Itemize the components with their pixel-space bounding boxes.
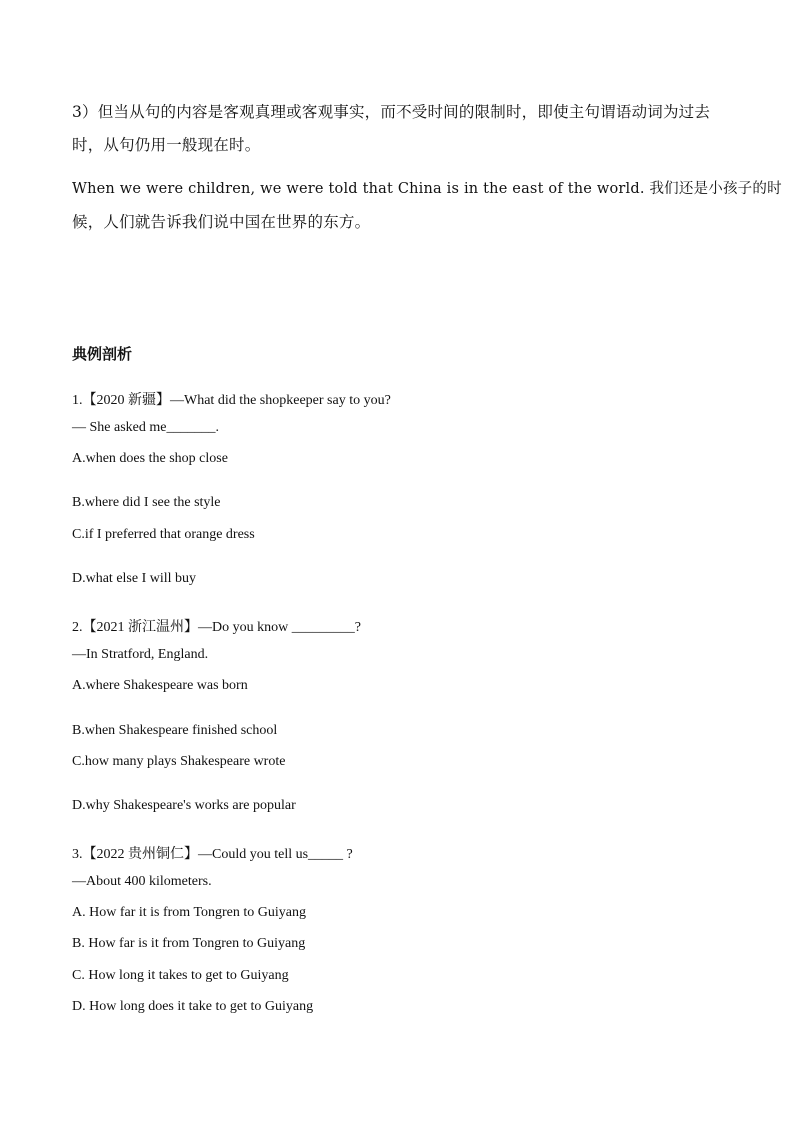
- question-1-answer-line: — She asked me_______.: [72, 420, 219, 435]
- question-3-stem: 3.【2022 贵州铜仁】—Could you tell us_____ ?: [72, 847, 353, 862]
- question-2-option-c: C.how many plays Shakespeare wrote: [72, 754, 286, 769]
- question-2-option-d: D.why Shakespeare's works are popular: [72, 798, 296, 813]
- question-1-option-c: C.if I preferred that orange dress: [72, 527, 255, 542]
- question-2-answer-line: —In Stratford, England.: [72, 647, 209, 662]
- question-3-answer-line: —About 400 kilometers.: [72, 874, 212, 889]
- section-title: 典例剖析: [72, 345, 133, 363]
- question-2-option-a: A.where Shakespeare was born: [72, 678, 248, 693]
- example-line-2: 候，人们就告诉我们说中国在世界的东方。: [72, 213, 371, 231]
- rule-line-2: 时，从句仍用一般现在时。: [72, 136, 261, 154]
- question-3-option-c: C. How long it takes to get to Guiyang: [72, 968, 289, 983]
- question-1-option-a: A.when does the shop close: [72, 451, 228, 466]
- rule-line-1: 3）但当从句的内容是客观真理或客观事实，而不受时间的限制时，即使主句谓语动词为过去: [72, 103, 711, 121]
- question-3-option-b: B. How far is it from Tongren to Guiyang: [72, 936, 306, 951]
- question-2-option-b: B.when Shakespeare finished school: [72, 723, 278, 738]
- question-3-option-a: A. How far it is from Tongren to Guiyang: [72, 905, 307, 920]
- question-1-option-b: B.where did I see the style: [72, 495, 221, 510]
- question-3-option-d: D. How long does it take to get to Guiyang: [72, 999, 314, 1014]
- example-line-1: When we were children, we were told that China is in the east of the world. 我们还是小孩子的时: [72, 181, 782, 197]
- question-1-stem: 1.【2020 新疆】—What did the shopkeeper say to you?: [72, 393, 391, 408]
- question-2-stem: 2.【2021 浙江温州】—Do you know _________?: [72, 620, 361, 635]
- question-1-option-d: D.what else I will buy: [72, 571, 197, 586]
